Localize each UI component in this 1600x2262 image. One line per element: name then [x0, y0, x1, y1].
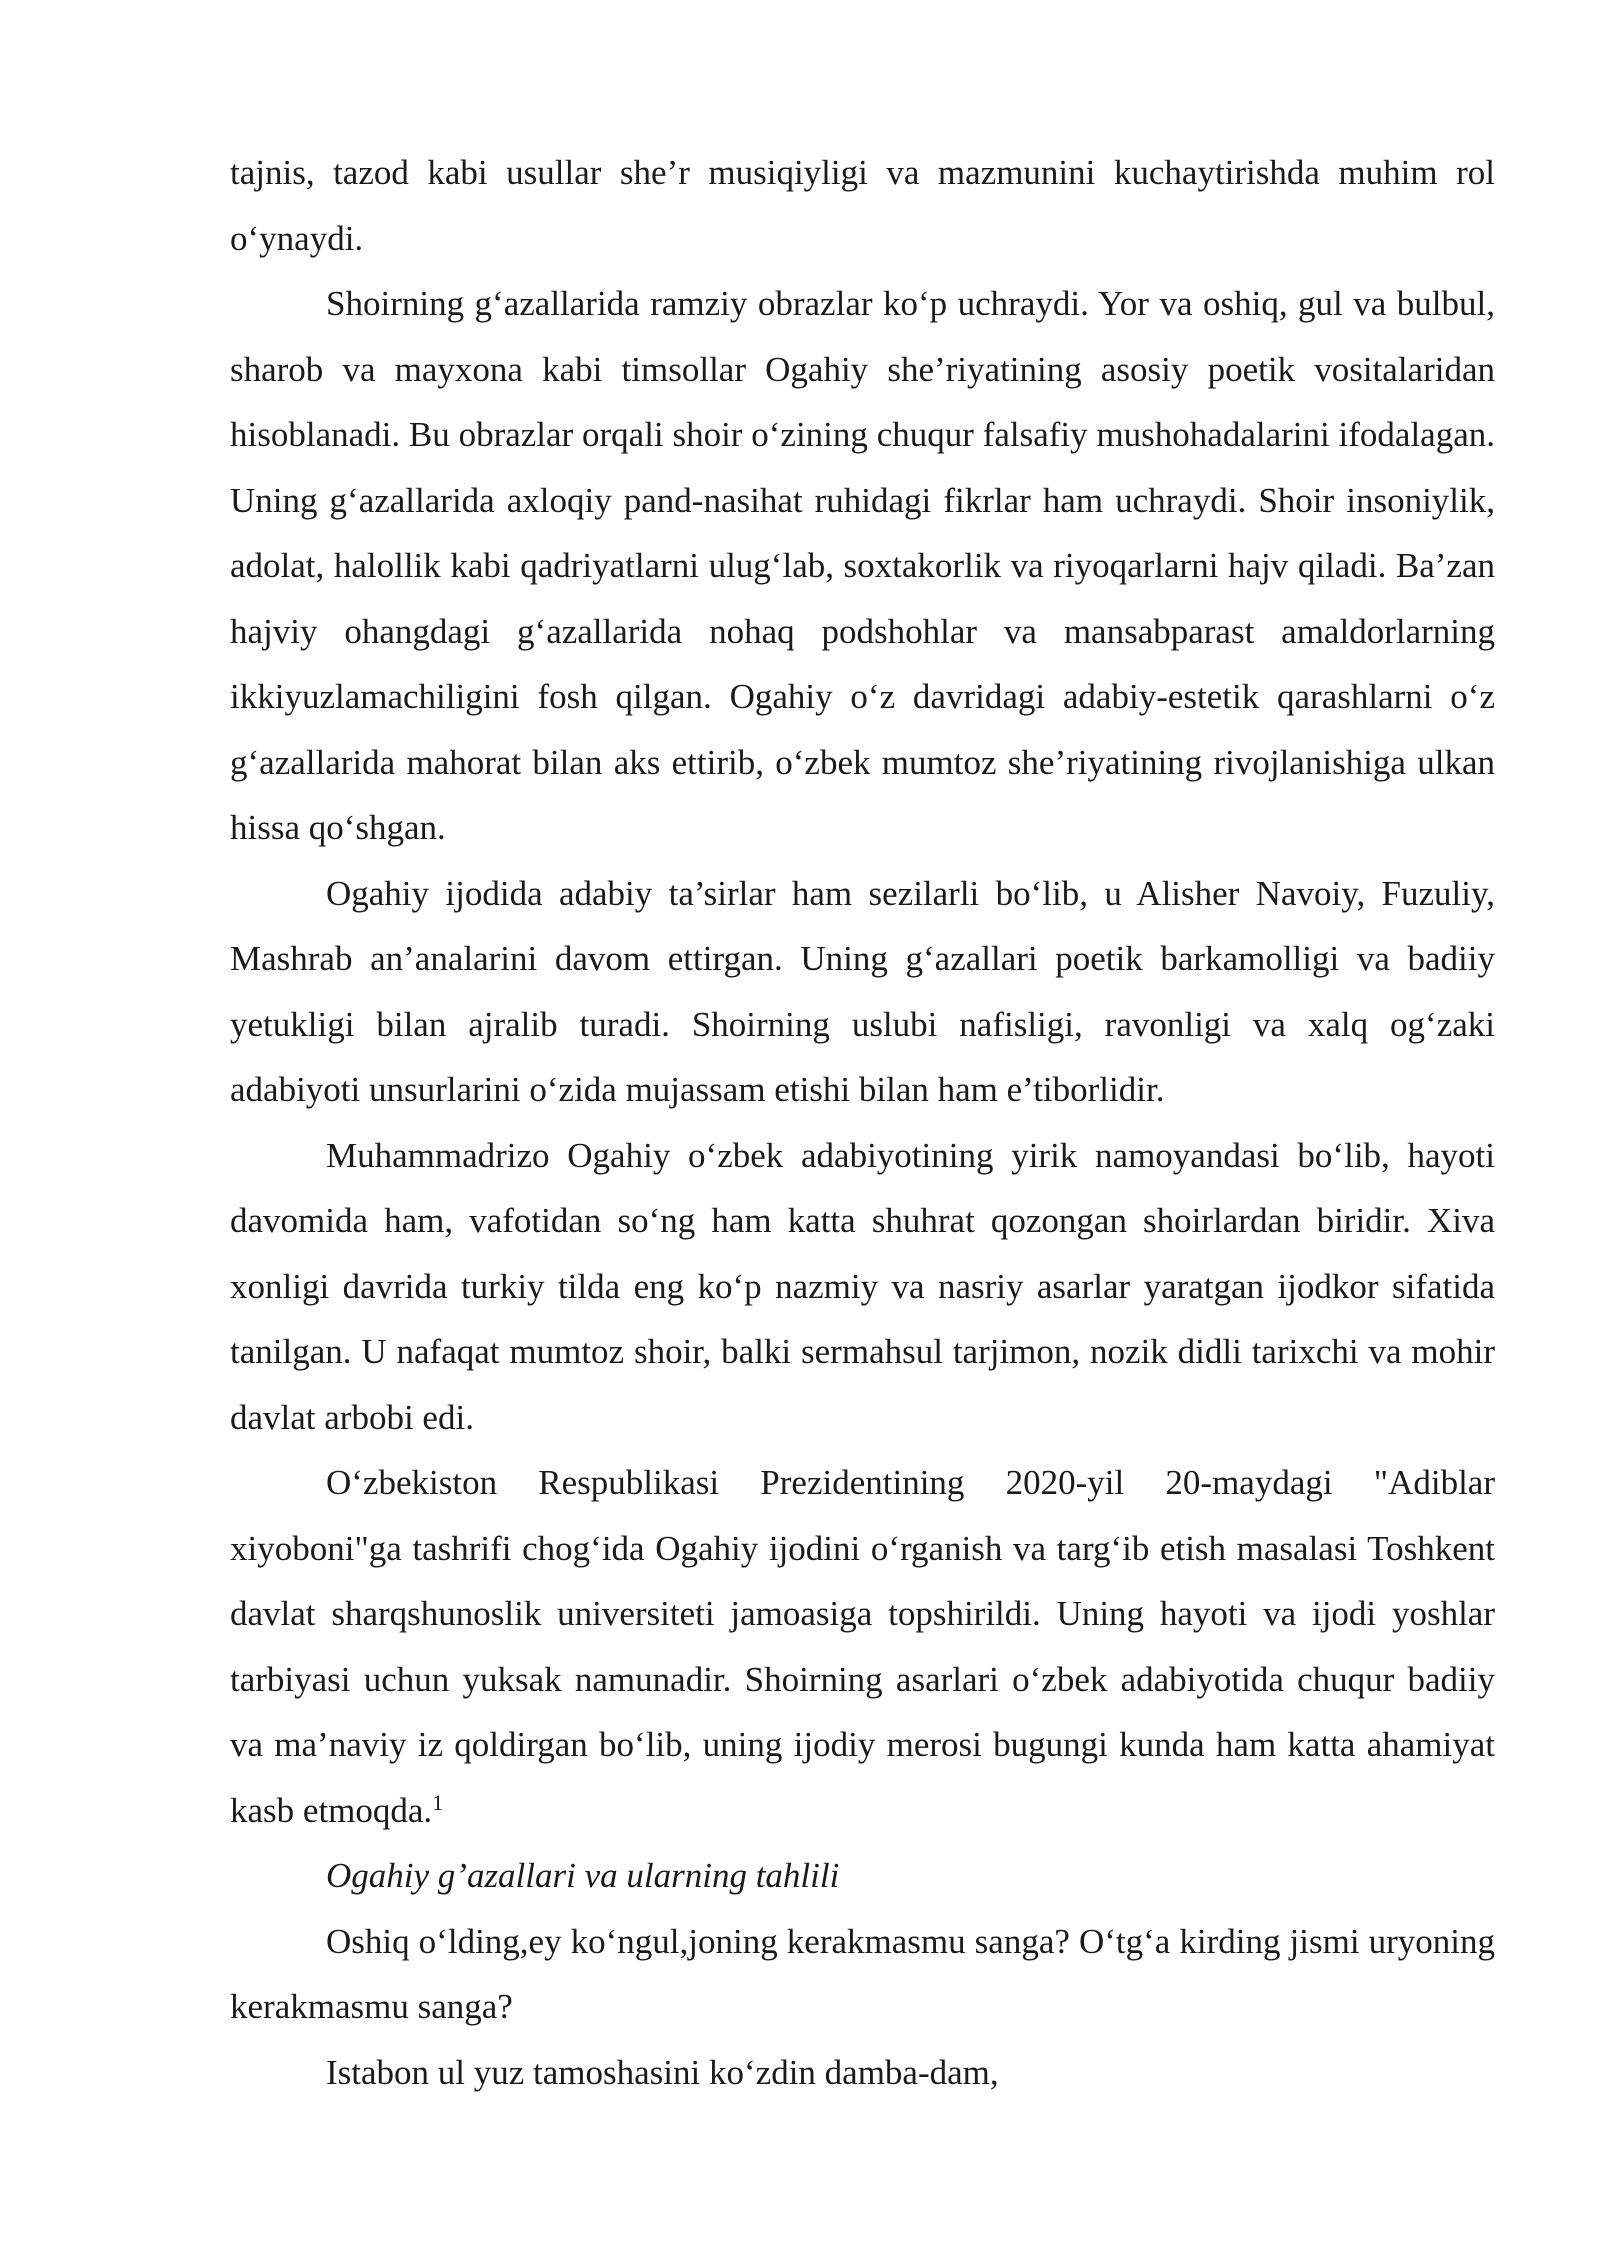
paragraph-symbolic-images: Shoirning g‘azallarida ramziy obrazlar ko‘p uchraydi. Yor va oshiq, gul va bulbul, sharob va mayxona kabi timsollar Ogahiy she’riyatining asosiy poetik vositalaridan hisoblanadi. Bu obrazlar orqali shoir o‘zining chuqur falsafiy mushohadalarini ifodalagan. Uning g‘azallarida axloqiy pand-nasihat ruhidagi fikrlar ham uchraydi. Shoir insoniylik, adolat, halollik kabi qadriyatlarni ulug‘lab, soxtakorlik va riyoqarlarni hajv qiladi. Ba’zan hajviy ohangdagi g‘azallarida nohaq podshohlar va mansabparast amaldorlarning ikkiyuzlamachiligini fosh qilgan. Ogahiy o‘z davridagi adabiy-estetik qarashlarni o‘z g‘azallarida mahorat bilan aks ettirib, o‘zbek mumtoz she’riyatining rivojlanishiga ulkan hissa qo‘shgan. [230, 284, 1495, 847]
paragraph-presidential-visit-text: O‘zbekiston Respublikasi Prezidentining 2020-yil 20-maydagi "Adiblar xiyoboni"ga tashrifi chog‘ida Ogahiy ijodini o‘rganish va targ‘ib etish masalasi Toshkent davlat sharqshunoslik universiteti jamoasiga topshirildi. Uning hayoti va ijodi yoshlar tarbiyasi uchun yuksak namunadir. Shoirning asarlari o‘zbek adabiyotida chuqur badiiy va ma’naviy iz qoldirgan bo‘lib, uning ijodiy merosi bugungi kunda ham katta ahamiyat kasb etmoqda. [230, 1463, 1495, 1830]
section-heading: Ogahiy g’azallari va ularning tahlili [326, 1856, 840, 1895]
paragraph-presidential-visit [230, 1450, 1495, 1843]
footnote-marker: 1 [432, 1789, 444, 1815]
paragraph-literary-influences: Ogahiy ijodida adabiy ta’sirlar ham sezilarli bo‘lib, u Alisher Navoiy, Fuzuliy, Mashrab an’analarini davom ettirgan. Uning g‘azallari poetik barkamolligi va badiiy yetukligi bilan ajralib turadi. Shoirning uslubi nafisligi, ravonligi va xalq og‘zaki adabiyoti unsurlarini o‘zida mujassam etishi bilan ham e’tiborlidir. [230, 873, 1495, 1109]
document-page [230, 140, 1495, 2105]
verse-line: Istabon ul yuz tamoshasini ko‘zdin damba-dam, [326, 2052, 999, 2092]
paragraph-continuation: tajnis, tazod kabi usullar she’r musiqiyligi va mazmunini kuchaytirishda muhim rol o‘ynaydi. [230, 153, 1495, 258]
verse-line: Oshiq o‘lding,ey ko‘ngul,joning kerakmasmu sanga? O‘tg‘a kirding jismi uryoning kerakmasmu sanga? [230, 1921, 1495, 2026]
paragraph-biography: Muhammadrizo Ogahiy o‘zbek adabiyotining yirik namoyandasi bo‘lib, hayoti davomida ham, vafotidan so‘ng ham katta shuhrat qozongan shoirlardan biridir. Xiva xonligi davrida turkiy tilda eng ko‘p nazmiy va nasriy asarlar yaratgan ijodkor sifatida tanilgan. U nafaqat mumtoz shoir, balki sermahsul tarjimon, nozik didli tarixchi va mohir davlat arbobi edi. [230, 1135, 1495, 1437]
